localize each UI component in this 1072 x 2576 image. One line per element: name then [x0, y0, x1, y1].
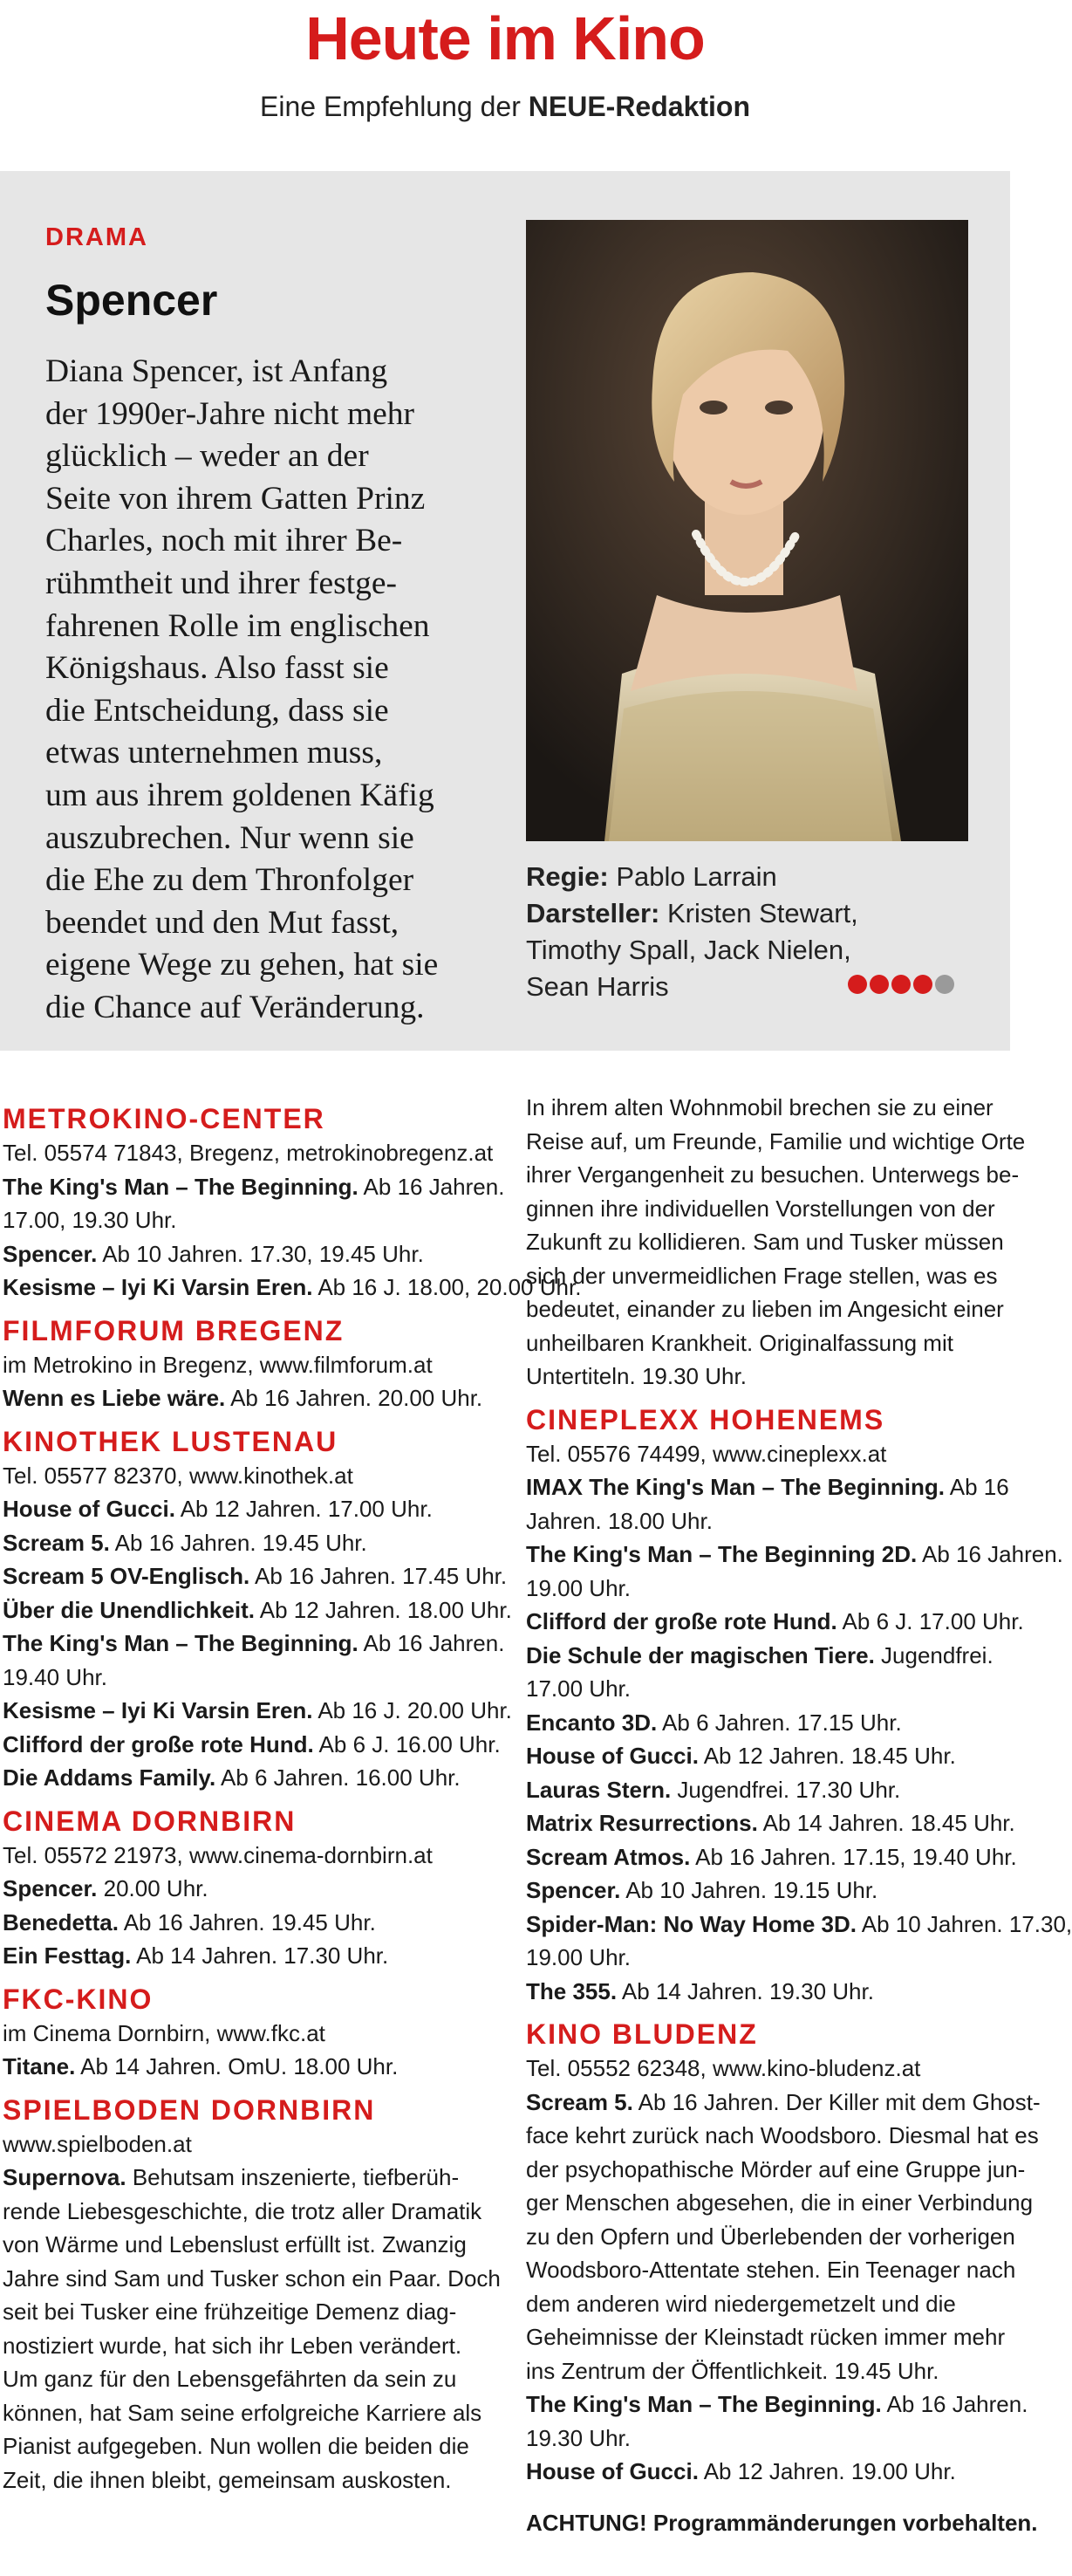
- movie-title: Kesisme – Iyi Ki Varsin Eren.: [3, 1697, 313, 1723]
- listing-line: [526, 2253, 1016, 2287]
- listing-detail: dem anderen wird niedergemetzelt und die: [526, 2290, 956, 2317]
- movie-title: The King's Man – The Beginning.: [3, 1173, 358, 1200]
- listing-line: [526, 1975, 1004, 2009]
- listing-detail: Jugendfrei.: [874, 1641, 993, 1668]
- cinema-name: FKC-KINO: [3, 1983, 154, 2015]
- listing-line: [3, 1271, 582, 1305]
- movie-title: Spencer.: [526, 1877, 621, 1903]
- listing-line: [526, 2320, 1004, 2354]
- listing-detail: Tel. 05576 74499, www.cineplexx.at: [526, 1440, 887, 1467]
- listing-detail: Jugendfrei. 17.30 Uhr.: [671, 1776, 901, 1803]
- listing-line: [3, 1906, 481, 1940]
- listing-detail: Tel. 05574 71843, Bregenz, metrokinobregenz.at: [3, 1140, 494, 1166]
- listing-line: [3, 1136, 494, 1170]
- movie-title: The King's Man – The Beginning.: [3, 1630, 358, 1656]
- listing-line: [3, 2329, 481, 2363]
- listing-detail: von Wärme und Lebenslust erfüllt ist. Zwanzig: [3, 2231, 467, 2257]
- listing-line: [526, 1504, 1004, 1538]
- cinema-list-right: [526, 1402, 1072, 2489]
- listing-detail: Ab 16: [944, 1474, 1009, 1500]
- listing-line: [3, 1939, 481, 1973]
- listing-detail: Zeit, die ihnen bleibt, gemeinsam auskosten.: [3, 2466, 452, 2493]
- listing-line: [526, 1538, 1063, 1572]
- listing-line: [526, 1739, 1004, 1773]
- listing-line: [3, 2362, 481, 2396]
- movie-title: Scream Atmos.: [526, 1843, 691, 1870]
- listing-line: [526, 1706, 1004, 1740]
- listing-line: [526, 1806, 1015, 1840]
- listing-line: [3, 2050, 481, 2084]
- listing-detail: Ab 16 Jahren.: [917, 1541, 1063, 1567]
- listing-line: [526, 1605, 1024, 1639]
- movie-title: Ein Festtag.: [3, 1942, 132, 1969]
- movie-title: Encanto 3D.: [526, 1709, 658, 1736]
- cinema-listings-right: [526, 1091, 1072, 2539]
- rating-dot-filled: [870, 975, 889, 994]
- listing-detail: Ab 16 Jahren. Der Killer mit dem Ghost-: [632, 2088, 1041, 2115]
- listing-detail: Ab 16 J. 18.00, 20.00 Uhr.: [312, 1274, 582, 1300]
- listing-detail: 17.00, 19.30 Uhr.: [3, 1207, 177, 1233]
- page-title: Heute im Kino: [305, 4, 705, 72]
- listing-detail: Jahre sind Sam und Tusker schon ein Paar. Doch: [3, 2264, 501, 2292]
- listing-detail: ger Menschen abgesehen, die in einer Verbindung: [526, 2189, 1034, 2216]
- listing-detail: Ab 16 Jahren. 19.45 Uhr.: [109, 1529, 367, 1556]
- listing-line: [526, 1437, 1004, 1471]
- movie-title: House of Gucci.: [526, 2458, 699, 2484]
- description-line: etwas unternehmen muss,: [45, 735, 383, 771]
- listing-line: [526, 1672, 1004, 1706]
- listing-line: [3, 1459, 481, 1493]
- listing-detail: Behutsam inszenierte, tiefberüh-: [126, 2164, 460, 2190]
- movie-still-illustration: [526, 220, 968, 841]
- listing-line: [3, 1492, 481, 1526]
- listing-line: [526, 2153, 1026, 2187]
- listing-line: [526, 1840, 1017, 1874]
- featured-movie-title: Spencer: [45, 276, 218, 325]
- rating-dot-filled: [891, 975, 911, 994]
- listing-line: ihrer Vergangenheit zu besuchen. Unterwegs be-: [526, 1161, 1020, 1188]
- listing-detail: Geheimnisse der Kleinstadt rücken immer mehr: [526, 2324, 1006, 2350]
- listing-line: [3, 2396, 481, 2430]
- movie-title: The 355.: [526, 1977, 618, 2004]
- cast-names-3: Sean Harris: [526, 971, 669, 1002]
- listing-detail: 19.30 Uhr.: [526, 2424, 631, 2451]
- cinema-name: KINO BLUDENZ: [526, 2018, 758, 2050]
- listing-line: [526, 1908, 1072, 1942]
- listing-line: [526, 1941, 1004, 1975]
- movie-title: Clifford der große rote Hund.: [3, 1730, 314, 1757]
- cinema-block: [3, 1982, 481, 2084]
- movie-title: Spencer.: [3, 1240, 98, 1267]
- description-line: Seite von ihrem Gatten Prinz: [45, 480, 426, 517]
- cinema-block: [3, 2093, 501, 2497]
- cinema-block: [3, 1101, 582, 1305]
- listing-line: Reise auf, um Freunde, Familie und wichtige Orte: [526, 1127, 1026, 1154]
- movie-title: Spider-Man: No Way Home 3D.: [526, 1910, 857, 1937]
- listing-line: [526, 2388, 1028, 2422]
- rating-dot-filled: [913, 975, 932, 994]
- listing-line: [526, 2119, 1039, 2153]
- listing-line: [526, 1572, 1004, 1606]
- listing-detail: Ab 12 Jahren. 17.00 Uhr.: [174, 1496, 433, 1522]
- cinema-name: FILMFORUM BREGENZ: [3, 1314, 345, 1346]
- movie-title: Supernova.: [3, 2164, 126, 2190]
- listing-line: Untertiteln. 19.30 Uhr.: [526, 1363, 747, 1389]
- subtitle-brand: NEUE-Redaktion: [528, 91, 750, 122]
- featured-movie-box: [0, 171, 1010, 1051]
- listing-line: [3, 1694, 512, 1728]
- description-line: auszubrechen. Nur wenn sie: [45, 819, 414, 856]
- listing-detail: 19.40 Uhr.: [3, 1663, 107, 1690]
- movie-title: Benedetta.: [3, 1908, 119, 1935]
- listing-line: [3, 2463, 481, 2497]
- description-line: der 1990er-Jahre nicht mehr: [45, 395, 415, 432]
- listing-detail: Woodsboro-Attentate stehen. Ein Teenager nach: [526, 2257, 1016, 2283]
- cinema-name: METROKINO-CENTER: [3, 1103, 325, 1134]
- page-subtitle: [0, 89, 1010, 124]
- listing-detail: Ab 16 J. 20.00 Uhr.: [312, 1697, 512, 1723]
- description-line: Diana Spencer, ist Anfang: [45, 353, 388, 389]
- listing-line: [3, 1839, 481, 1873]
- listing-detail: face kehrt zurück nach Woodsboro. Diesmal hat es: [526, 2122, 1039, 2148]
- listing-line: [3, 1381, 481, 1415]
- listing-line: ginnen ihre individuellen Vorstellungen von der: [526, 1195, 995, 1222]
- listing-line: [526, 2354, 1004, 2388]
- listing-line: bedeutet, einander zu lieben im Angesicht einer: [526, 1296, 1004, 1322]
- movie-title: Die Schule der magischen Tiere.: [526, 1641, 875, 1668]
- listing-detail: der psychopathische Mörder auf eine Gruppe jun-: [526, 2155, 1026, 2182]
- listing-detail: Ab 16 Jahren.: [358, 1173, 505, 1200]
- listing-detail: Ab 12 Jahren. 19.00 Uhr.: [698, 2458, 956, 2484]
- listing-line: [3, 2228, 481, 2262]
- cast-names-2: Timothy Spall, Jack Nielen,: [526, 935, 851, 965]
- cinema-name: SPIELBODEN DORNBIRN: [3, 2093, 376, 2126]
- listing-line: [3, 1559, 508, 1593]
- listing-detail: Ab 12 Jahren. 18.00 Uhr.: [254, 1596, 512, 1623]
- listing-detail: Ab 10 Jahren. 19.15 Uhr.: [620, 1877, 878, 1903]
- listing-detail: Ab 6 J. 16.00 Uhr.: [313, 1730, 501, 1757]
- listing-line: Zukunft zu kollidieren. Sam und Tusker müssen: [526, 1229, 1004, 1255]
- listing-line: [3, 1761, 481, 1795]
- movie-title: Clifford der große rote Hund.: [526, 1608, 837, 1634]
- movie-still-photo: [526, 220, 968, 841]
- listing-detail: Ab 14 Jahren. OmU. 18.00 Uhr.: [75, 2053, 399, 2079]
- featured-movie-description: [45, 351, 499, 1030]
- cinema-name: KINOTHEK LUSTENAU: [3, 1425, 338, 1457]
- listing-detail: Ab 10 Jahren. 17.30, 19.45 Uhr.: [97, 1240, 424, 1267]
- cinema-block: [3, 1424, 512, 1795]
- movie-title: Kesisme – Iyi Ki Varsin Eren.: [3, 1274, 313, 1300]
- listing-line: [3, 1348, 481, 1382]
- listing-line: [3, 1728, 501, 1762]
- listing-detail: ins Zentrum der Öffentlichkeit. 19.45 Uhr.: [526, 2357, 939, 2384]
- listing-line: unheilbaren Krankheit. Originalfassung mit: [526, 1329, 953, 1356]
- listing-line: [526, 2422, 1004, 2456]
- listing-detail: Ab 12 Jahren. 18.45 Uhr.: [698, 1743, 956, 1769]
- listing-line: [3, 2262, 501, 2296]
- listing-line: [526, 1773, 1004, 1807]
- listing-line: [526, 2086, 1041, 2120]
- director-name: Pablo Larrain: [616, 861, 777, 892]
- movie-title: House of Gucci.: [526, 1743, 699, 1769]
- cinema-name: CINEMA DORNBIRN: [3, 1805, 297, 1837]
- movie-title: House of Gucci.: [3, 1496, 175, 1522]
- listing-detail: nostiziert wurde, hat sich ihr Leben verändert.: [3, 2332, 462, 2359]
- listing-line: [3, 2195, 481, 2229]
- program-change-warning: ACHTUNG! Programmänderungen vorbehalten.: [526, 2509, 1038, 2536]
- listing-line: [526, 1639, 1004, 1673]
- movie-title: Scream 5.: [3, 1529, 110, 1556]
- listing-detail: Ab 16 Jahren. 17.15, 19.40 Uhr.: [690, 1843, 1017, 1870]
- listing-line: [3, 1593, 512, 1627]
- cinema-block: [526, 2017, 1041, 2489]
- listing-line: In ihrem alten Wohnmobil brechen sie zu einer: [526, 1094, 993, 1120]
- listing-detail: Ab 16 Jahren. 17.45 Uhr.: [249, 1563, 508, 1589]
- listing-detail: Ab 16 Jahren.: [881, 2391, 1028, 2417]
- movie-title: Wenn es Liebe wäre.: [3, 1385, 226, 1411]
- movie-title: Über die Unendlichkeit.: [3, 1596, 255, 1623]
- description-line: die Chance auf Veränderung.: [45, 989, 425, 1025]
- listing-line: [3, 2017, 481, 2051]
- movie-title: Scream 5 OV-Englisch.: [3, 1563, 250, 1589]
- description-line: die Ehe zu dem Thronfolger: [45, 862, 414, 899]
- supernova-continuation: [526, 1091, 1026, 1394]
- listing-detail: können, hat Sam seine erfolgreiche Karriere als: [3, 2399, 482, 2426]
- listing-detail: Ab 6 Jahren. 16.00 Uhr.: [215, 1764, 461, 1791]
- description-line: eigene Wege zu gehen, hat sie: [45, 947, 439, 983]
- movie-title: IMAX The King's Man – The Beginning.: [526, 1474, 945, 1500]
- movie-title: Die Addams Family.: [3, 1764, 216, 1791]
- listing-detail: 17.00 Uhr.: [526, 1675, 631, 1702]
- listing-detail: Ab 16 Jahren. 19.45 Uhr.: [118, 1908, 376, 1935]
- listing-line: [3, 1627, 505, 1661]
- description-line: Königshaus. Also fasst sie: [45, 650, 389, 687]
- listing-line: [3, 2127, 481, 2162]
- rating-dot-filled: [848, 975, 867, 994]
- listing-line: [526, 2186, 1034, 2220]
- listing-detail: Jahren. 18.00 Uhr.: [526, 1507, 713, 1534]
- listing-detail: Tel. 05552 62348, www.kino-bludenz.at: [526, 2055, 921, 2081]
- description-line: Charles, noch mit ihrer Be-: [45, 523, 403, 559]
- listing-line: [526, 2287, 1004, 2321]
- movie-title: The King's Man – The Beginning.: [526, 2391, 882, 2417]
- listing-detail: im Metrokino in Bregenz, www.filmforum.at: [3, 1351, 433, 1378]
- listing-detail: Ab 6 Jahren. 17.15 Uhr.: [657, 1709, 902, 1736]
- listing-detail: Ab 6 J. 17.00 Uhr.: [836, 1608, 1024, 1634]
- listing-detail: zu den Opfern und Überlebenden der vorherigen: [526, 2223, 1015, 2250]
- listing-detail: Pianist aufgegeben. Nun wollen die beiden die: [3, 2433, 469, 2459]
- rating-dot-empty: [935, 975, 954, 994]
- listing-line: [3, 1170, 505, 1204]
- listing-line: [3, 1203, 481, 1237]
- description-line: glücklich – weder an der: [45, 438, 369, 475]
- listing-line: [3, 1872, 481, 1906]
- listing-line: [526, 2052, 1004, 2086]
- listing-line: [526, 1874, 1004, 1908]
- movie-title: Lauras Stern.: [526, 1776, 672, 1803]
- listing-line: [526, 1470, 1009, 1504]
- movie-title: Matrix Resurrections.: [526, 1810, 758, 1836]
- listing-detail: 19.00 Uhr.: [526, 1574, 631, 1601]
- subtitle-prefix: Eine Empfehlung der: [260, 91, 529, 122]
- listing-detail: 19.00 Uhr.: [526, 1944, 631, 1970]
- listing-line: [3, 2295, 481, 2329]
- movie-title: Titane.: [3, 2053, 76, 2079]
- description-line: die Entscheidung, dass sie: [45, 692, 389, 729]
- listing-detail: Tel. 05572 21973, www.cinema-dornbirn.at: [3, 1841, 433, 1868]
- listing-detail: Ab 14 Jahren. 17.30 Uhr.: [131, 1942, 389, 1969]
- movie-title: Scream 5.: [526, 2088, 633, 2115]
- listing-detail: Ab 14 Jahren. 19.30 Uhr.: [617, 1977, 874, 2004]
- cinema-block: [3, 1804, 481, 1973]
- listing-line: [3, 1237, 481, 1271]
- movie-title: The King's Man – The Beginning 2D.: [526, 1541, 918, 1567]
- listing-detail: Ab 16 Jahren.: [358, 1630, 505, 1656]
- listing-detail: rende Liebesgeschichte, die trotz aller Dramatik: [3, 2197, 482, 2224]
- cast-names-1: Kristen Stewart,: [666, 898, 858, 928]
- cinema-block: [3, 1313, 481, 1415]
- description-line: rühmtheit und ihrer festge-: [45, 565, 397, 601]
- listing-detail: 20.00 Uhr.: [97, 1875, 208, 1901]
- listing-detail: www.spielboden.at: [3, 2130, 192, 2157]
- listing-line: [3, 2429, 481, 2463]
- listing-line: [526, 2455, 1004, 2489]
- cinema-block: [526, 1402, 1072, 2009]
- listing-line: sich der unvermeidlichen Frage stellen, was es: [526, 1262, 998, 1289]
- listing-detail: Tel. 05577 82370, www.kinothek.at: [3, 1462, 353, 1489]
- rating-dots: [848, 975, 957, 994]
- description-line: beendet und den Mut fasst,: [45, 904, 399, 941]
- director-label: Regie:: [526, 861, 609, 892]
- listing-line: [3, 1661, 481, 1695]
- listing-detail: im Cinema Dornbirn, www.fkc.at: [3, 2019, 325, 2046]
- listing-detail: Um ganz für den Lebensgefährten da sein zu: [3, 2366, 457, 2392]
- movie-title: Spencer.: [3, 1875, 98, 1901]
- cinema-name: CINEPLEXX HOHENEMS: [526, 1403, 885, 1435]
- cast-label: Darsteller:: [526, 898, 660, 928]
- listing-detail: Ab 16 Jahren. 20.00 Uhr.: [225, 1385, 483, 1411]
- listing-line: [526, 2220, 1015, 2254]
- description-line: um aus ihrem goldenen Käfig: [45, 777, 434, 813]
- listing-detail: Ab 14 Jahren. 18.45 Uhr.: [757, 1810, 1015, 1836]
- listing-line: [3, 2161, 481, 2195]
- listing-detail: Ab 10 Jahren. 17.30,: [856, 1910, 1072, 1937]
- listing-line: [3, 1526, 481, 1560]
- description-line: fahrenen Rolle im englischen: [45, 607, 430, 644]
- listing-detail: seit bei Tusker eine frühzeitige Demenz diag-: [3, 2299, 457, 2325]
- genre-label: DRAMA: [45, 223, 148, 251]
